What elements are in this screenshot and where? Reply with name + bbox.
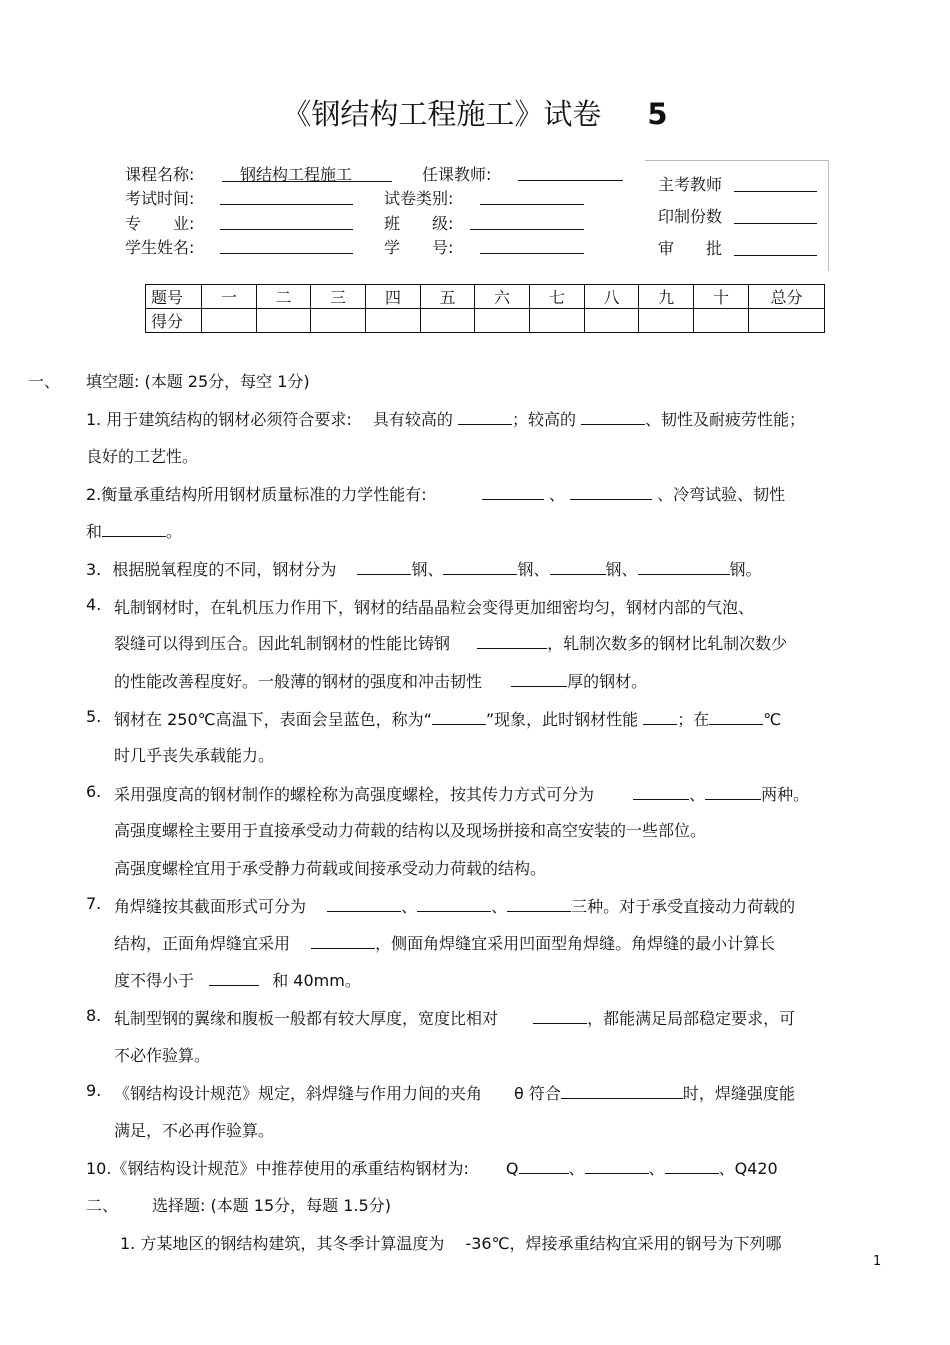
exam-type-field[interactable] bbox=[480, 204, 584, 205]
question-4-line-2: 裂缝可以得到压合。因此轧制钢材的性能比铸钢 ，轧制次数多的钢材比轧制次数少 bbox=[114, 634, 788, 653]
question-1-line-1: 1. 用于建筑结构的钢材必须符合要求: 具有较高的 ；较高的 、韧性及耐疲劳性能； bbox=[86, 410, 806, 429]
class-field[interactable] bbox=[470, 229, 584, 230]
course-value: 钢结构工程施工 bbox=[222, 162, 392, 182]
answer-blank[interactable] bbox=[709, 710, 763, 725]
answer-blank[interactable] bbox=[311, 934, 375, 949]
exam-time-field[interactable] bbox=[220, 204, 353, 205]
question-7-line-2: 结构，正面角焊缝宜采用 ，侧面角焊缝宜采用凹面型角焊缝。角焊缝的最小计算长 bbox=[114, 934, 776, 953]
table-header-cell: 十 bbox=[694, 285, 749, 309]
answer-blank[interactable] bbox=[458, 410, 512, 425]
exam-title bbox=[0, 92, 950, 133]
table-header-cell: 一 bbox=[202, 285, 257, 309]
score-cell[interactable] bbox=[366, 309, 421, 333]
question-8-line-2: 不必作验算。 bbox=[114, 1046, 211, 1065]
answer-blank[interactable] bbox=[209, 971, 259, 986]
score-cell[interactable] bbox=[530, 309, 585, 333]
answer-blank[interactable] bbox=[665, 1159, 719, 1174]
class-label: 班 级: bbox=[384, 214, 454, 233]
question-4-line-3: 的性能改善程度好。一般薄的钢材的强度和冲击韧性 厚的钢材。 bbox=[114, 672, 648, 691]
question-1-line-2: 良好的工艺性。 bbox=[86, 447, 199, 466]
answer-blank[interactable] bbox=[550, 560, 606, 575]
question-3: 3. 根据脱氧程度的不同，钢材分为 钢、 钢、 钢、 钢。 bbox=[86, 560, 762, 579]
section2-heading: 选择题: (本题 15分，每题 1.5分) bbox=[152, 1196, 391, 1215]
answer-blank[interactable] bbox=[533, 1009, 587, 1024]
teacher-field[interactable] bbox=[518, 180, 623, 181]
copies-label: 印制份数 bbox=[658, 207, 723, 226]
table-header-cell: 三 bbox=[311, 285, 366, 309]
exam-title-text: 《钢结构工程施工》试卷 bbox=[282, 97, 602, 131]
question-9-line-1: 《钢结构设计规范》规定，斜焊缝与作用力间的夹角 θ 符合 时，焊缝强度能 bbox=[114, 1084, 795, 1103]
question-2-line-2: 和 。 bbox=[86, 522, 183, 541]
major-field[interactable] bbox=[220, 229, 353, 230]
question-10: 10.《钢结构设计规范》中推荐使用的承重结构钢材为: Q 、 、 、Q420 bbox=[86, 1159, 778, 1178]
answer-blank[interactable] bbox=[519, 1159, 569, 1174]
score-cell[interactable] bbox=[585, 309, 639, 333]
answer-blank[interactable] bbox=[482, 485, 544, 500]
question-6-line-3: 高强度螺栓宜用于承受静力荷载或间接承受动力荷载的结构。 bbox=[114, 859, 547, 878]
table-header-cell: 四 bbox=[366, 285, 421, 309]
score-cell[interactable] bbox=[475, 309, 530, 333]
answer-blank[interactable] bbox=[507, 897, 571, 912]
table-header-cell: 二 bbox=[257, 285, 311, 309]
score-cell[interactable] bbox=[311, 309, 366, 333]
section1-heading: 填空题: (本题 25分，每空 1分) bbox=[86, 372, 310, 391]
chief-examiner-field[interactable] bbox=[734, 191, 817, 192]
question-4-number: 4. bbox=[86, 595, 102, 614]
table-header-cell: 题号 bbox=[146, 285, 202, 309]
question-4-line-1: 轧制钢材时，在轧机压力作用下，钢材的结晶晶粒会变得更加细密均匀，钢材内部的气泡、 bbox=[114, 598, 755, 617]
student-name-field[interactable] bbox=[220, 253, 353, 254]
score-table-header-row bbox=[146, 285, 825, 309]
teacher-label: 任课教师: bbox=[422, 165, 492, 184]
score-table-score-row bbox=[146, 309, 825, 333]
exam-type-label: 试卷类别: bbox=[384, 189, 454, 208]
table-header-cell: 六 bbox=[475, 285, 530, 309]
copies-field[interactable] bbox=[734, 223, 817, 224]
question-5-line-1: 钢材在 250℃高温下，表面会呈蓝色，称为“ ”现象，此时钢材性能 ；在 ℃ bbox=[114, 710, 782, 729]
score-cell[interactable] bbox=[639, 309, 694, 333]
score-cell[interactable] bbox=[202, 309, 257, 333]
table-header-cell: 八 bbox=[585, 285, 639, 309]
table-header-cell: 五 bbox=[421, 285, 475, 309]
score-table bbox=[145, 284, 825, 333]
page-number: 1 bbox=[873, 1254, 882, 1269]
score-cell[interactable] bbox=[749, 309, 825, 333]
answer-blank[interactable] bbox=[357, 560, 411, 575]
answer-blank[interactable] bbox=[102, 522, 166, 537]
answer-blank[interactable] bbox=[705, 785, 761, 800]
chief-examiner-label: 主考教师 bbox=[658, 175, 723, 194]
question-6-line-2: 高强度螺栓主要用于直接承受动力荷载的结构以及现场拼接和高空安装的一些部位。 bbox=[114, 821, 707, 840]
approve-label: 审 批 bbox=[658, 239, 723, 258]
question-6-number: 6. bbox=[86, 782, 102, 801]
answer-blank[interactable] bbox=[638, 560, 730, 575]
question-7-line-3: 度不得小于 和 40mm。 bbox=[114, 971, 361, 990]
answer-blank[interactable] bbox=[432, 710, 486, 725]
question-8-number: 8. bbox=[86, 1006, 102, 1025]
answer-blank[interactable] bbox=[443, 560, 517, 575]
course-label: 课程名称: bbox=[125, 165, 195, 184]
answer-blank[interactable] bbox=[643, 710, 677, 725]
exam-number: 5 bbox=[647, 97, 668, 131]
score-row-label: 得分 bbox=[146, 309, 202, 333]
answer-blank[interactable] bbox=[477, 634, 547, 649]
table-header-cell: 九 bbox=[639, 285, 694, 309]
question-8-line-1: 轧制型钢的翼缘和腹板一般都有较大厚度，宽度比相对 ，都能满足局部稳定要求，可 bbox=[114, 1009, 796, 1028]
table-header-cell: 总分 bbox=[749, 285, 825, 309]
answer-blank[interactable] bbox=[511, 672, 567, 687]
answer-blank[interactable] bbox=[570, 485, 652, 500]
question-2-line-1: 2.衡量承重结构所用钢材质量标准的力学性能有: 、 、冷弯试验、韧性 bbox=[86, 485, 786, 504]
answer-blank[interactable] bbox=[581, 410, 645, 425]
section2-index: 二、 bbox=[86, 1196, 119, 1215]
table-header-cell: 七 bbox=[530, 285, 585, 309]
score-cell[interactable] bbox=[694, 309, 749, 333]
answer-blank[interactable] bbox=[561, 1084, 683, 1099]
approve-field[interactable] bbox=[734, 255, 817, 256]
student-no-label: 学 号: bbox=[384, 238, 454, 257]
score-cell[interactable] bbox=[257, 309, 311, 333]
question-9-number: 9. bbox=[86, 1081, 102, 1100]
section1-index: 一、 bbox=[28, 372, 61, 391]
major-label: 专 业: bbox=[125, 214, 195, 233]
answer-blank[interactable] bbox=[417, 897, 491, 912]
question-5-line-2: 时几乎丧失承载能力。 bbox=[114, 746, 275, 765]
student-name-label: 学生姓名: bbox=[125, 238, 195, 257]
score-cell[interactable] bbox=[421, 309, 475, 333]
question-9-line-2: 满足，不必再作验算。 bbox=[114, 1121, 275, 1140]
question-6-line-1: 采用强度高的钢材制作的螺栓称为高强度螺栓，按其传力方式可分为 、 两种。 bbox=[114, 785, 810, 804]
student-no-field[interactable] bbox=[480, 253, 584, 254]
question-7-number: 7. bbox=[86, 894, 102, 913]
exam-time-label: 考试时间: bbox=[125, 189, 195, 208]
question-7-line-1: 角焊缝按其截面形式可分为 、 、 三种。对于承受直接动力荷载的 bbox=[114, 897, 796, 916]
section2-question-1: 1. 方某地区的钢结构建筑，其冬季计算温度为 -36℃，焊接承重结构宜采用的钢号为下列哪 bbox=[120, 1234, 782, 1253]
question-5-number: 5. bbox=[86, 707, 102, 726]
answer-blank[interactable] bbox=[327, 897, 401, 912]
answer-blank[interactable] bbox=[633, 785, 689, 800]
answer-blank[interactable] bbox=[585, 1159, 649, 1174]
